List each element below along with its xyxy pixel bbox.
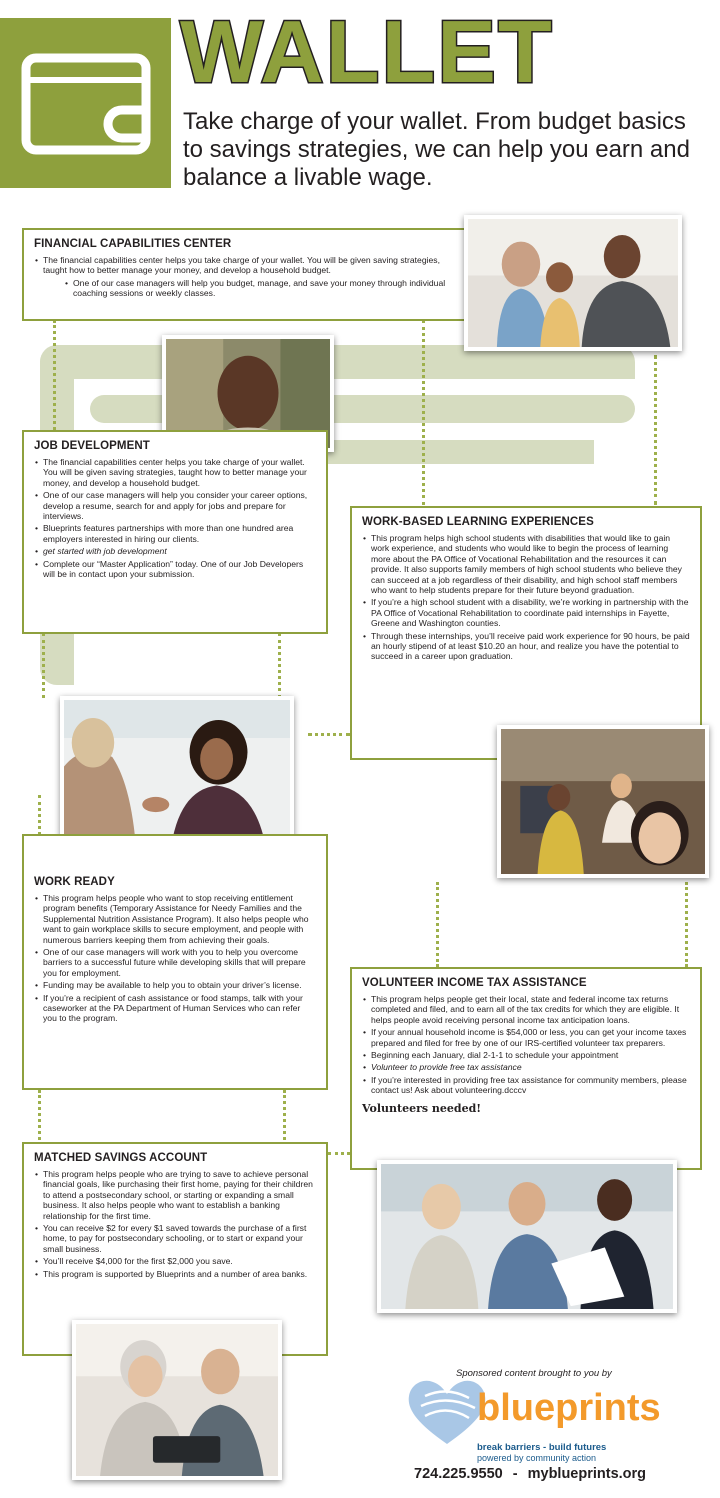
bullet-list xyxy=(34,893,316,945)
family-photo xyxy=(464,215,682,351)
connector-dots xyxy=(436,882,439,967)
list-item: • This program is supported by Blueprints and a number of area banks. xyxy=(34,1269,316,1279)
wallet-icon-box xyxy=(0,18,171,188)
sub-list xyxy=(362,1075,690,1096)
sub-list xyxy=(34,559,316,580)
wallet-icon xyxy=(0,18,171,188)
bullet-list xyxy=(362,533,690,595)
list-item: • If your annual household income is $54,000 or less, you can get your income taxes prepared and filed for free by one of our IRS-certified volunteer tax preparers. xyxy=(362,1027,690,1048)
vita-card xyxy=(350,967,702,1170)
office-meeting-photo xyxy=(497,725,709,878)
blueprints-logo xyxy=(405,1376,685,1448)
work-ready-card xyxy=(22,834,328,1090)
tagline-line: to savings strategies, we can help you earn and xyxy=(183,136,690,163)
list-item: • Complete our “Master Application” today. One of our Job Developers will be in contact upon your submission. xyxy=(34,559,316,580)
separator: - xyxy=(512,1466,518,1482)
sub-list xyxy=(362,1027,690,1060)
page-title: WALLET xyxy=(180,2,554,101)
tagline-line: balance a livable wage. xyxy=(183,164,433,191)
bullet-list xyxy=(34,546,316,556)
list-item: • This program helps people who are trying to save to achieve personal financial goals, like purchasing their first home, paying for their children to attend a postsecondary school, or starting or expanding a small business. It also helps people who want to establish a banking relationship for the first time. xyxy=(34,1169,316,1221)
financial-capabilities-card xyxy=(22,228,472,321)
handshake-photo xyxy=(60,696,294,857)
sub-list xyxy=(34,947,316,1024)
list-item: • This program helps high school students with disabilities that would like to gain work experience, and students who would like to begin the process of learning more about the PA Office of Vocational Rehabilitation and the resources it can provide. It also supports family members of high school students who believe they can succeed at a job regardless of their disability, and high school staff members who want to help students prepare for their future beyond graduation. xyxy=(362,533,690,595)
connector-dots xyxy=(283,1090,286,1140)
job-development-card xyxy=(22,430,328,634)
list-item: • Beginning each January, dial 2-1-1 to schedule your appointment xyxy=(362,1050,690,1060)
connector-dots xyxy=(38,795,41,835)
work-based-learning-card xyxy=(350,506,702,760)
section-title: VOLUNTEER INCOME TAX ASSISTANCE xyxy=(362,977,587,989)
sponsored-label: Sponsored content brought to you by xyxy=(456,1368,612,1379)
section-title: JOB DEVELOPMENT xyxy=(34,440,150,452)
sub-list xyxy=(362,597,690,661)
sub-list xyxy=(34,1223,316,1279)
bullet-list xyxy=(362,994,690,1025)
list-item: • One of our case managers will help you consider your career options, develop a resume, search for and apply for jobs and prepare for interviews. xyxy=(34,490,316,521)
list-item: • The financial capabilities center helps you take charge of your wallet. You will be given saving strategies, taught how to better manage your money, and develop a household budget. xyxy=(34,457,316,488)
list-item: • The financial capabilities center helps you take charge of your wallet. You will be given saving strategies, taught how to better manage your money, and develop a household budget. xyxy=(34,255,460,276)
sub-list xyxy=(64,278,460,299)
tagline-line: Take charge of your wallet. From budget basics xyxy=(183,108,686,135)
volunteers-needed-note: Volunteers needed! xyxy=(362,1101,482,1115)
connector-dots xyxy=(53,320,56,430)
bullet-list xyxy=(34,1169,316,1221)
section-title: WORK-BASED LEARNING EXPERIENCES xyxy=(362,516,594,528)
bullet-list xyxy=(34,255,460,276)
tax-prep-photo xyxy=(377,1160,677,1313)
senior-couple-photo xyxy=(72,1320,282,1480)
section-title: WORK READY xyxy=(34,876,115,888)
connector-dots xyxy=(422,320,425,505)
brand-name: blueprints xyxy=(477,1387,661,1429)
list-item: • You’ll receive $4,000 for the first $2,000 you save. xyxy=(34,1256,316,1266)
phone-number[interactable]: 724.225.9550 xyxy=(414,1466,503,1482)
section-title: MATCHED SAVINGS ACCOUNT xyxy=(34,1152,208,1164)
connector-dots xyxy=(308,733,350,736)
list-item: • Blueprints features partnerships with more than one hundred area employers interested in hiring our clients. xyxy=(34,523,316,544)
brand-tagline: break barriers - build futures xyxy=(477,1442,607,1453)
connector-dots xyxy=(42,633,45,698)
tagline xyxy=(183,108,690,192)
powered-by: powered by community action xyxy=(477,1453,597,1463)
list-label: • get started with job development xyxy=(34,546,316,556)
bullet-list xyxy=(362,1062,690,1072)
bullet-list xyxy=(34,457,316,488)
section-title: FINANCIAL CAPABILITIES CENTER xyxy=(34,238,232,250)
website-link[interactable]: myblueprints.org xyxy=(527,1466,647,1482)
list-item: • You can receive $2 for every $1 saved towards the purchase of a first home, to pay for postsecondary schooling, or to start or expand your small business. xyxy=(34,1223,316,1254)
list-label: • Volunteer to provide free tax assistance xyxy=(362,1062,690,1072)
list-item: • If you’re a recipient of cash assistance or food stamps, talk with your caseworker at the PA Department of Human Services who can refer you to the program. xyxy=(34,993,316,1024)
list-item: • One of our case managers will work with you to help you overcome barriers to a successful future while developing skills that will prepare you for employment. xyxy=(34,947,316,978)
list-item: • This program helps people get their local, state and federal income tax returns completed and filed, and to earn all of the tax credits for which they are eligible. It helps people avoid receiving personal income tax anticipation loans. xyxy=(362,994,690,1025)
connector-dots xyxy=(654,355,657,505)
contact-line xyxy=(414,1466,646,1482)
connector-dots xyxy=(278,633,281,698)
connector-dots xyxy=(685,882,688,967)
sub-list xyxy=(34,490,316,544)
connector-dots xyxy=(38,1090,41,1140)
list-item: • If you’re a high school student with a disability, we’re working in partnership with the PA Office of Vocational Rehabilitation to coordinate paid internships in Fayette, Greene and Washington counties. xyxy=(362,597,690,628)
list-item: • Through these internships, you’ll receive paid work experience for 90 hours, be paid an hourly stipend of at least $10.20 an hour, and realize you have the potential to succeed in a career upon graduation. xyxy=(362,631,690,662)
list-item: • This program helps people who want to stop receiving entitlement program benefits (Temporary Assistance for Needy Families and the Supplemental Nutrition Assistance Program). It also helps people who want to gain workplace skills to secure employment, and people with numerous barriers keeping them from achieving their goals. xyxy=(34,893,316,945)
list-item: • Funding may be available to help you to obtain your driver’s license. xyxy=(34,980,316,990)
list-item: • If you’re interested in providing free tax assistance for community members, please contact us! Ask about volunteering.dcccv xyxy=(362,1075,690,1096)
list-item: • One of our case managers will help you budget, manage, and save your money through individual coaching sessions or weekly classes. xyxy=(64,278,460,299)
